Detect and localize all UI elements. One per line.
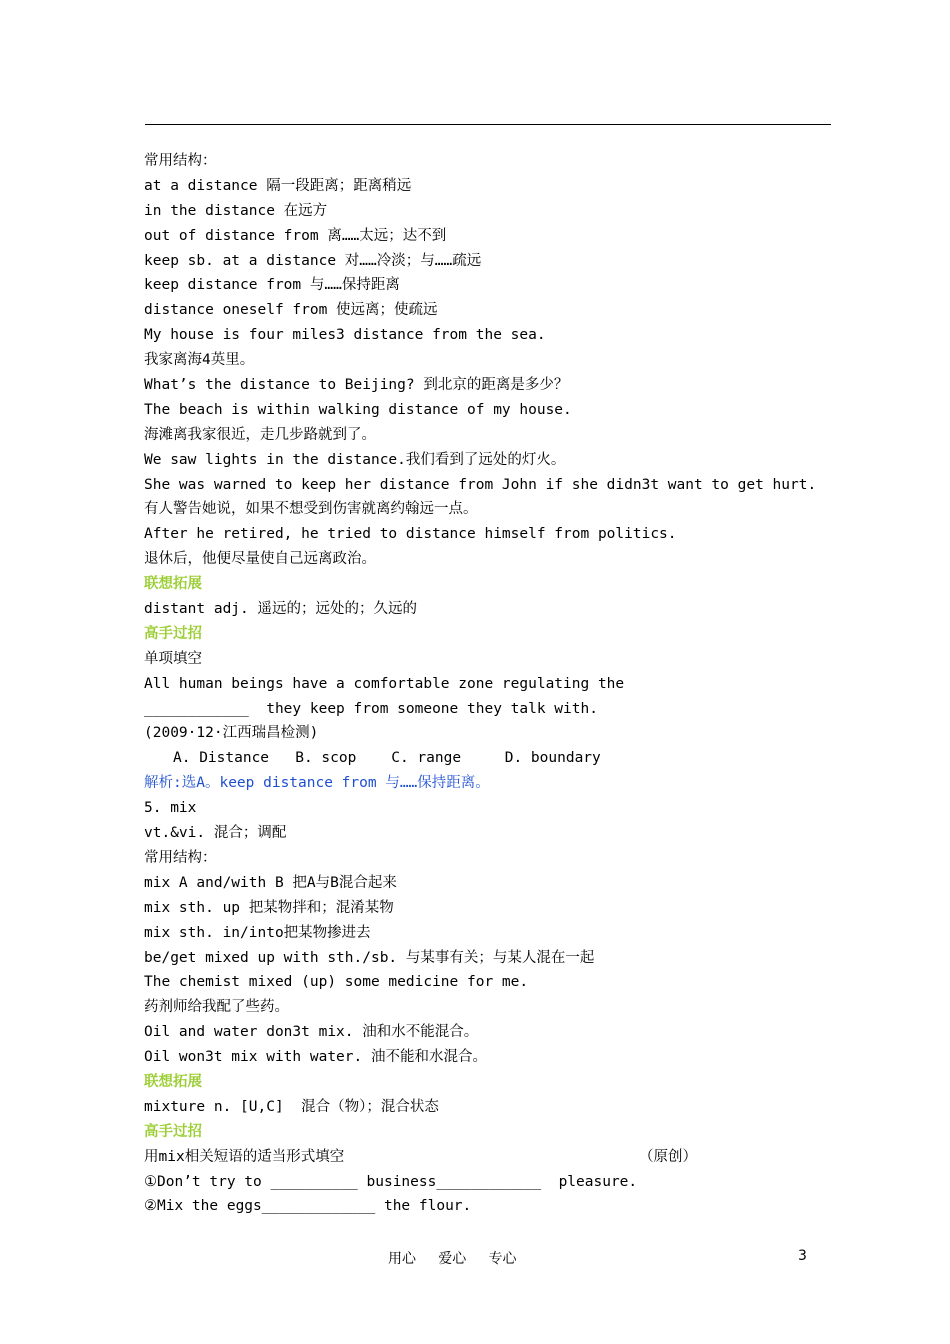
text-line: mix sth. up 把某物拌和；混淆某物 <box>144 899 394 916</box>
instruction-text: 用mix相关短语的适当形式填空 <box>144 1148 345 1165</box>
section-heading: 常用结构： <box>144 153 217 169</box>
text-line: vt.&vi. 混合；调配 <box>144 825 287 842</box>
text-line: She was warned to keep her distance from John if she didn3t want to get hurt. <box>144 476 817 493</box>
text-line: mix A and/with B 把A与B混合起来 <box>144 874 397 891</box>
text-line: 海滩离我家很近，走几步路就到了。 <box>144 426 376 443</box>
text-line: 药剂师给我配了些药。 <box>144 999 289 1016</box>
text-line: Oil won3t mix with water. 油不能和水混合。 <box>144 1049 487 1066</box>
original-tag: （原创） <box>639 1148 697 1165</box>
exercise-instruction <box>144 1145 697 1170</box>
answer-explanation: 解析:选A。keep distance from 与……保持距离。 <box>144 775 490 792</box>
section-heading-extension: 联想拓展 <box>144 1073 202 1090</box>
section-heading-practice: 高手过招 <box>144 625 202 642</box>
text-line: distance oneself from 使远离；使疏远 <box>144 302 438 319</box>
text-line: 有人警告她说，如果不想受到伤害就离约翰远一点。 <box>144 501 478 518</box>
text-line: 退休后，他便尽量使自己远离政治。 <box>144 551 376 568</box>
text-line: What’s the distance to Beijing? 到北京的距离是多少？ <box>144 377 569 394</box>
text-line: 我家离海4英里。 <box>144 352 255 369</box>
text-line: The beach is within walking distance of my house. <box>144 401 572 418</box>
section-heading-practice: 高手过招 <box>144 1123 202 1140</box>
text-line: keep distance from 与……保持距离 <box>144 277 400 294</box>
text-line: (2009·12·江西瑞昌检测) <box>144 725 319 742</box>
text-line: in the distance 在远方 <box>144 202 328 219</box>
exercise-item: ①Don’t try to __________ business____________ pleasure. <box>144 1173 638 1190</box>
text-line: 单项填空 <box>144 650 202 667</box>
text-line: After he retired, he tried to distance himself from politics. <box>144 526 677 543</box>
header-rule <box>145 124 831 125</box>
text-line: We saw lights in the distance.我们看到了远处的灯火。 <box>144 451 566 468</box>
text-line: My house is four miles3 distance from the sea. <box>144 327 546 344</box>
answer-options: A. Distance B. scop C. range D. boundary <box>173 750 601 767</box>
footer-motto: 用心 爱心 专心 <box>388 1251 517 1267</box>
exercise-item: ②Mix the eggs_____________ the flour. <box>144 1198 472 1215</box>
text-line: Oil and water don3t mix. 油和水不能混合。 <box>144 1024 479 1041</box>
text-line: distant adj. 遥远的；远处的；久远的 <box>144 601 417 618</box>
text-line: out of distance from 离……太远；达不到 <box>144 227 447 244</box>
section-heading-extension: 联想拓展 <box>144 576 202 593</box>
page-number: 3 <box>798 1248 807 1264</box>
document-body <box>144 149 834 1219</box>
text-line: ____________ they keep from someone they talk with. <box>144 700 598 717</box>
text-line: keep sb. at a distance 对……冷淡；与……疏远 <box>144 252 482 269</box>
text-line: 5. mix <box>144 800 197 817</box>
section-heading: 常用结构： <box>144 849 217 866</box>
text-line: at a distance 隔一段距离；距离稍远 <box>144 177 412 194</box>
text-line: mixture n. [U,C] 混合（物）；混合状态 <box>144 1098 439 1115</box>
text-line: All human beings have a comfortable zone regulating the <box>144 675 625 692</box>
text-line: mix sth. in/into把某物掺进去 <box>144 924 371 941</box>
text-line: The chemist mixed (up) some medicine for me. <box>144 974 529 991</box>
text-line: be/get mixed up with sth./sb. 与某事有关；与某人混在一起 <box>144 949 595 966</box>
